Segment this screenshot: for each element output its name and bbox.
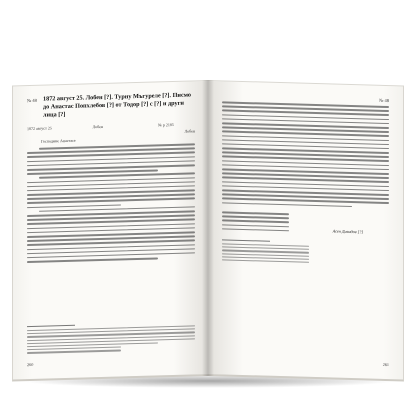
- signature: Асен Давидов [?]: [332, 228, 363, 235]
- right-list-block: [222, 211, 289, 231]
- document-location: Лобен: [184, 128, 195, 134]
- document-meta-row: [27, 121, 195, 134]
- left-page-number: 260: [27, 361, 34, 368]
- list-line: [222, 224, 289, 227]
- meta-date: 1872 август 25: [27, 125, 52, 132]
- meta-reference: № р 2185: [158, 121, 174, 128]
- left-footnotes: [27, 325, 195, 353]
- right-running-number: № 48: [379, 97, 389, 104]
- left-body-text: [27, 143, 195, 262]
- right-body-text: [222, 101, 389, 208]
- list-line: [222, 220, 289, 223]
- list-line: [222, 216, 289, 219]
- footnote-line: [27, 350, 121, 354]
- left-page: [12, 80, 209, 382]
- list-line: [222, 228, 289, 231]
- open-book: [12, 80, 404, 380]
- text-line: [27, 257, 158, 262]
- left-running-number: № 48: [27, 97, 37, 104]
- right-footnotes: [222, 243, 309, 263]
- footnote-line: [222, 259, 309, 263]
- book-gutter: [202, 80, 214, 376]
- right-page-number: 261: [382, 361, 389, 368]
- document-title: 1872 август 25. Лобен [?]. Турну Мъгуреле [?]. Писмо до Анастас Попхлебов [?] от Тодор [?] с [?] и други лица [?]: [43, 91, 191, 119]
- right-page: [208, 80, 404, 381]
- text-line: [27, 204, 121, 208]
- document-salutation: Господине Анастасе: [41, 137, 76, 144]
- list-line: [222, 211, 289, 214]
- meta-place: Лобен: [92, 123, 104, 130]
- text-line: [222, 202, 352, 207]
- footnote-rule: [27, 325, 75, 327]
- footnote-rule: [222, 239, 270, 241]
